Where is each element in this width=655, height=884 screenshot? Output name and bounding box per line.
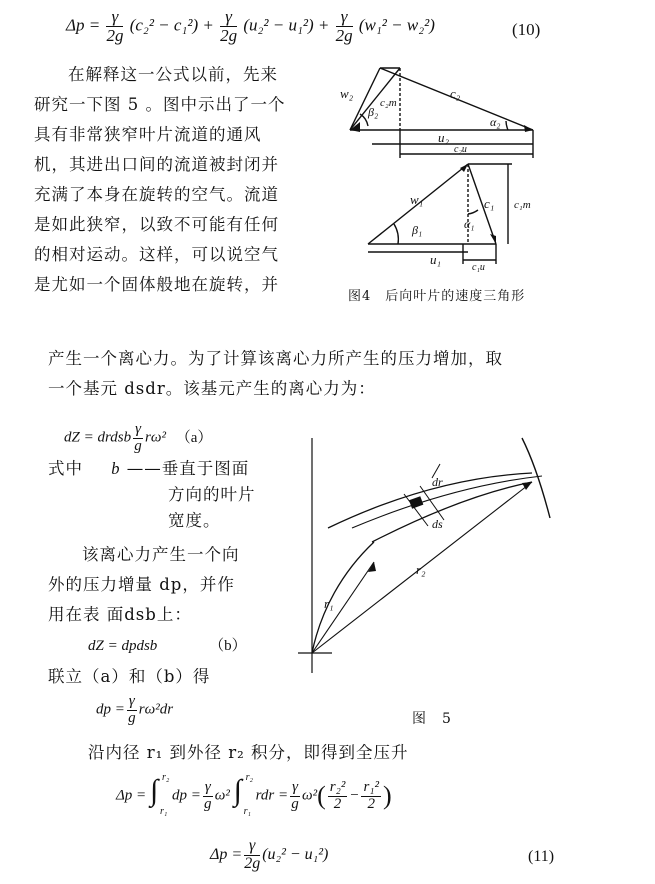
equation-a: dZ = drdsb $\frac{\gamma}{g}$ rω² （a） (64, 421, 213, 454)
label-r1: r₁ (324, 596, 334, 611)
eq10-term-u: (u₂² − u₁²) (243, 15, 314, 35)
figure-5-rotating-channel (292, 428, 562, 678)
equation-11-number: (11) (528, 848, 555, 865)
equation-a-tag: （a） (175, 429, 213, 446)
label-beta1: β₁ (412, 223, 423, 237)
eq10-fraction-3: $\frac{\gamma}{2g}$ (335, 7, 353, 45)
equation-dp: dp = $\frac{\gamma}{g}$ rω²dr (96, 693, 174, 726)
label-ds: ds (432, 517, 443, 531)
label-c1u: c₁u (472, 262, 485, 273)
figure-5-caption: 图 5 (412, 711, 452, 727)
label-c1m: c₁m (514, 199, 531, 211)
beta1-arc (394, 224, 398, 244)
blade-channel-lower (372, 482, 532, 542)
equation-integral: Δp = ∫ r₂ r₁ dp = $\frac{\gamma}{g}$ ω² ∫ r₂ r₁ rdr = $\frac{\gamma}{g}$ ω²( $\frac{\text{r₂²}}{2}$ − $\frac{\text{r₁²}}{2}$ ) (116, 772, 392, 817)
label-alpha1: α₁ (464, 217, 475, 231)
blade-channel-middle (352, 476, 542, 528)
label-r2: r₂ (416, 562, 426, 577)
where-clause: 式中 b ——垂直于图面 方向的叶片 宽度。 (48, 459, 256, 530)
combine-text: 联立（a）和（b）得 (48, 667, 211, 686)
equation-b: dZ = dpdsb （b） (88, 638, 247, 654)
label-alpha2: α₂ (490, 115, 501, 129)
label-u1: u₁ (430, 252, 442, 267)
label-c1: c₁ (484, 196, 495, 211)
paragraph-1: 在解释这一公式以前，先来 研究一下图 5 。图中示出了一个 具有非常狭窄叶片流道的通风 机，其进出口间的流道被封闭并 充满了本身在旋转的空气。流道 是如此狭窄，以致不可能有任何 的相对运动。这样，可以说空气 是尤如一个固体般地在旋转，并 (34, 65, 286, 294)
eq10-fraction-1: $\frac{\gamma}{2g}$ (106, 7, 124, 45)
label-c2m: c₂m (380, 97, 397, 109)
alpha2-arc (506, 121, 508, 130)
figure-4-caption: 图4 后向叶片的速度三角形 (348, 289, 526, 304)
paragraph-4: 沿内径 r₁ 到外径 r₂ 积分，即得到全压升 (88, 743, 409, 762)
label-c2: c₂ (450, 86, 461, 101)
radius-r1 (312, 562, 374, 653)
equation-b-tag: （b） (209, 638, 247, 654)
label-w2: w₂ (340, 86, 354, 101)
label-c2u: c₂u (454, 144, 467, 155)
label-u2: u₂ (438, 130, 450, 145)
mass-element (409, 496, 423, 509)
alpha1-arc (468, 210, 478, 214)
figure-4-velocity-triangles (338, 58, 548, 273)
equation-10-number: (10) (512, 20, 541, 39)
eq10-term-w: (w₁² − w₂²) (358, 15, 435, 35)
eq10-lhs: Δp = (66, 15, 101, 35)
label-dr: dr (432, 475, 443, 489)
equation-10: Δp = $\frac{\gamma}{2g}$ (c₂² − c₁²) + $\frac{\gamma}{2g}$ (u₂² − u₁²) + $\frac{\gamma}{2g}$ (w₁² − w₂²) (66, 7, 435, 45)
eq10-term-c: (c₂² − c₁²) (129, 15, 199, 35)
paragraph-2: 产生一个离心力。为了计算该离心力所产生的压力增加，取 一个基元 dsdr。该基元产生的离心力为： (48, 349, 503, 398)
label-w1: w₁ (410, 192, 424, 207)
label-beta2: β₂ (368, 105, 379, 119)
equation-11: Δp = $\frac{\gamma}{2g}$ (u₂² − u₁²) (210, 837, 329, 872)
inner-radius-arc (312, 542, 374, 653)
eq10-fraction-2: $\frac{\gamma}{2g}$ (220, 7, 238, 45)
paragraph-3: 该离心力产生一个向 外的压力增量 dp，并作 用在表 面dsb上： (48, 545, 240, 624)
